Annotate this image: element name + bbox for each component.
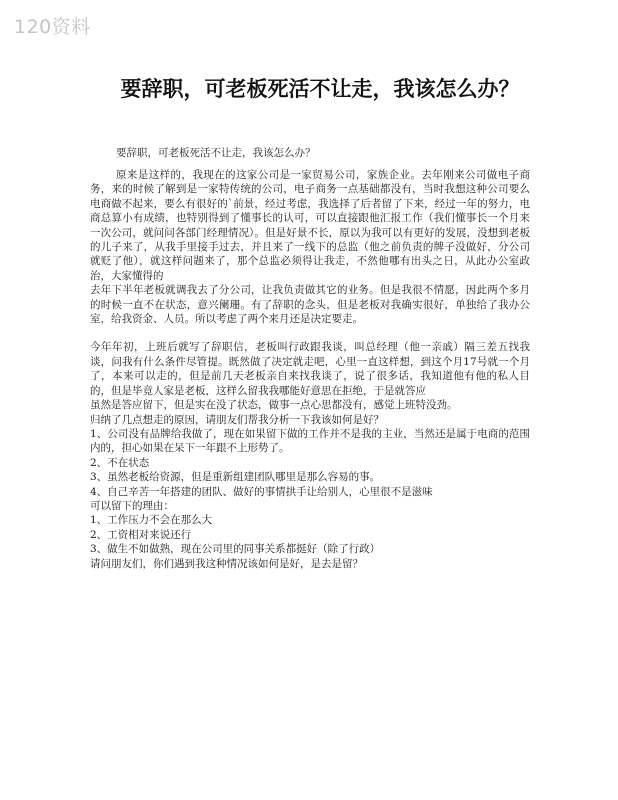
closing-question: 请问朋友们，你们遇到我这种情况该如何是好，是去是留？: [90, 557, 363, 570]
subtitle: 要辞职，可老板死活不让走，我该怎么办？: [116, 147, 316, 159]
reason-item: 4、自己辛苦一年搭建的团队、做好的事情拱手让给别人，心里很不是滋味: [90, 485, 433, 498]
paragraph-resignation: 今年年初，上班后就写了辞职信，老板叫行政跟我谈，叫总经理（他一亲戚）隔三差五找我谈，问我有什么条件尽管提。既然做了决定就走吧，心里一直这样想，到这个月17号就一个月了，本来可以走的，但是前几天老板亲自来找我谈了，说了很多话，我知道他有他的私人目的，但是毕竟人家是老板，这样么留我我哪能好意思在拒绝，于是就答应: [90, 341, 530, 397]
watermark-logo: 120资料: [14, 16, 91, 38]
paragraph-question: 归纳了几点想走的原因，请朋友们帮我分析一下我该如何是好？: [90, 413, 384, 426]
paragraph-transfer: 去年下半年老板就调我去了分公司，让我负责做其它的业务。但是我很不情愿，因此两个多月的时候一直不在状态，意兴阑珊。有了辞职的念头，但是老板对我确实很好，单独给了我办公室，给我资金、人员。所以考虑了两个来月还是决定要走。: [90, 284, 530, 326]
stay-reason-item: 3、做生不如做熟，现在公司里的同事关系都挺好（除了行政）: [90, 543, 381, 556]
stay-reason-item: 2、工资相对来说还行: [90, 528, 192, 541]
stay-heading: 可以留下的理由：: [90, 499, 174, 512]
page-title: 要辞职，可老板死活不让走，我该怎么办？: [120, 77, 520, 101]
reason-item: 3、虽然老板给资源，但是重新组建团队哪里是那么容易的事。: [90, 471, 381, 484]
article-body: [90, 168, 530, 571]
reason-item: 1、公司没有品牌给我做了，现在如果留下做的工作并不是我的主业，当然还是属于电商的范围内的，担心如果在呆下一年跟不上形势了。: [90, 427, 530, 455]
paragraph-background: 原来是这样的，我现在的这家公司是一家贸易公司，家族企业。去年刚来公司做电子商务，来的时候了解到是一家特传统的公司，电子商务一点基础都没有，当时我想这种公司要么电商做不起来，要么有很好的`前景，经过考虑，我选择了后者留了下来，经过一年的努力，电商总算小有成绩，也特别得到了懂事长的认可，可以直接跟他汇报工作（我们懂事长一个月来一次公司，就问问各部门经理情况）。但是好景不长，原以为我可以有更好的发展，没想到老板的儿子来了，从我手里接手过去，并且来了一线下的总监（他之前负责的牌子没做好，分公司就贬了他），就这样问题来了，那个总监必须得让我走，不然他哪有出头之日，从此办公室政治，大家懂得的: [90, 169, 530, 282]
paragraph-status: 虽然是答应留下，但是实在没了状态，做事一点心思都没有，感觉上班特没劲。: [90, 399, 458, 412]
stay-reason-item: 1、工作压力不会在那么大: [90, 514, 213, 527]
paragraph-spacer: [90, 326, 530, 340]
reason-item: 2、不在状态: [90, 456, 150, 469]
